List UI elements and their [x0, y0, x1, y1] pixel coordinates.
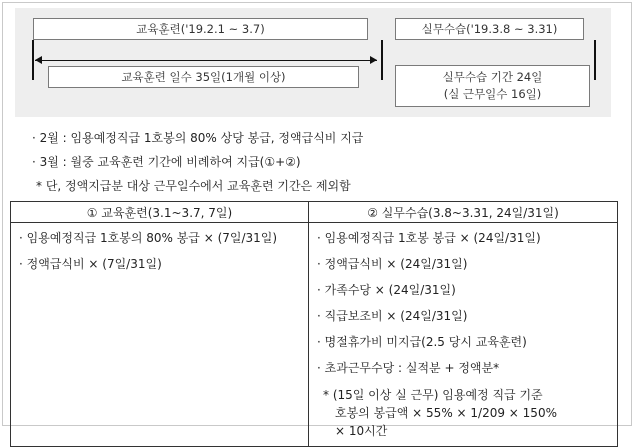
practice-cell	[309, 223, 618, 447]
training-period-label: 교육훈련('19.2.1 ~ 3.7)	[136, 22, 265, 36]
practice-item: · 정액급식비 × (24일/31일)	[317, 257, 468, 271]
practice-item: · 가족수당 × (24일/31일)	[317, 283, 456, 297]
practice-item: · 초과근무수당 : 실적분 + 정액분*	[317, 361, 500, 375]
salary-table	[10, 201, 618, 447]
practice-item: · 임용예정직급 1호봉 봉급 × (24일/31일)	[317, 231, 541, 245]
practice-footnote-line: 호봉의 봉급액 × 55% × 1/209 × 150%	[335, 406, 557, 420]
practice-footnote-line: × 10시간	[335, 424, 388, 438]
training-days-box	[48, 66, 359, 88]
start-marker	[32, 40, 34, 80]
divider-marker	[381, 40, 383, 80]
header-training: ① 교육훈련(3.1~3.7, 7일)	[11, 202, 309, 223]
practice-duration-box	[395, 65, 590, 107]
practice-footnote-line: * (15일 이상 실 근무) 임용예정 직급 기준	[323, 388, 543, 402]
right-arrow-icon	[370, 56, 377, 64]
practice-period-label: 실무수습('19.3.8 ~ 3.31)	[421, 22, 558, 36]
practice-item: · 명절휴가비 미지급(2.5 당시 교육훈련)	[317, 335, 527, 349]
training-span-line	[35, 60, 377, 61]
practice-period-box	[395, 18, 584, 40]
practice-item: · 직급보조비 × (24일/31일)	[317, 309, 468, 323]
training-cell	[11, 223, 309, 447]
note-exception: * 단, 정액지급분 대상 근무일수에서 교육훈련 기간은 제외함	[36, 179, 351, 193]
training-item: · 임용예정직급 1호봉의 80% 봉급 × (7일/31일)	[19, 231, 278, 245]
note-february: · 2월 : 임용예정직급 1호봉의 80% 상당 봉급, 정액급식비 지급	[32, 131, 364, 145]
practice-duration-line2: (실 근무일수 16일)	[443, 87, 542, 101]
header-practice: ② 실무수습(3.8~3.31, 24일/31일)	[309, 202, 618, 223]
note-march: · 3월 : 월중 교육훈련 기간에 비례하여 지급(①+②)	[32, 155, 301, 169]
end-marker	[594, 40, 596, 80]
period-diagram	[15, 8, 611, 117]
practice-duration-line1: 실무수습 기간 24일	[442, 70, 543, 84]
left-arrow-icon	[35, 56, 42, 64]
training-period-box	[33, 18, 368, 40]
training-item: · 정액급식비 × (7일/31일)	[19, 257, 162, 271]
training-days-label: 교육훈련 일수 35일(1개월 이상)	[121, 70, 286, 84]
